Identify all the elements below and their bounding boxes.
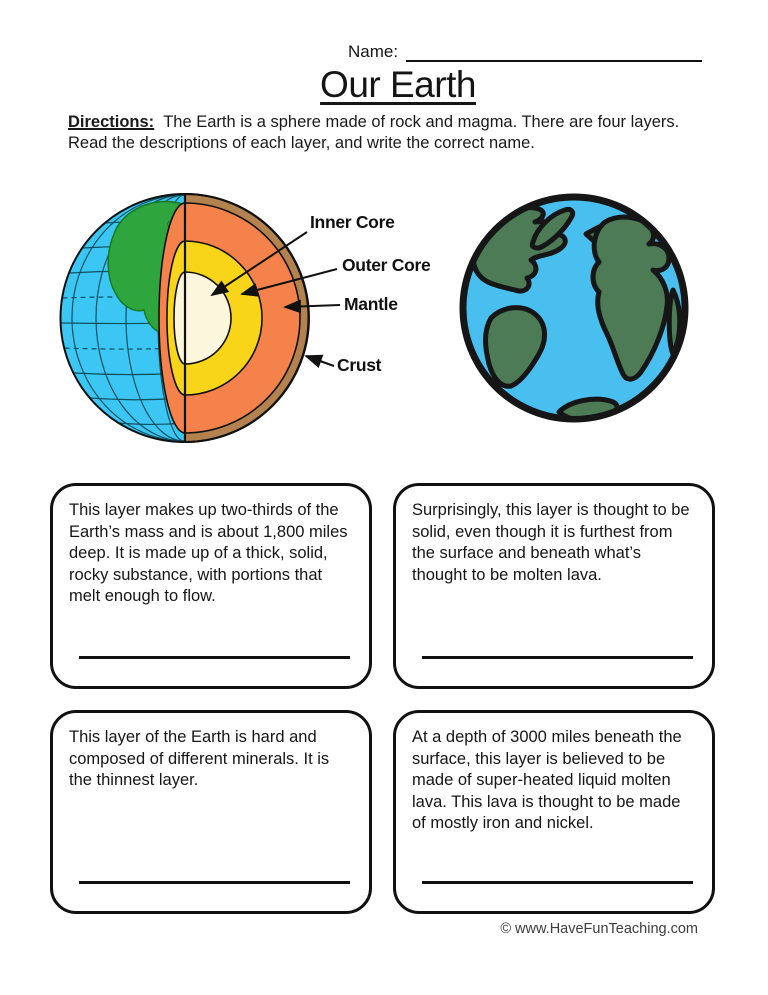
question-card-outer-core <box>393 710 715 914</box>
outer-core-label: Outer Core <box>342 255 431 275</box>
page-title <box>14 64 768 106</box>
question-text: At a depth of 3000 miles beneath the surface, this layer is believed to be made of super-heated liquid molten lava. This lava is thought to be made of mostly iron and nickel. <box>412 728 682 833</box>
question-card-crust <box>50 710 372 914</box>
earth-layers-diagram <box>40 182 460 462</box>
crust-arrow <box>306 356 334 366</box>
name-input-line[interactable] <box>406 42 702 62</box>
question-text: Surprisingly, this layer is thought to be solid, even though it is furthest from the surface and beneath what’s thought to be molten lava. <box>412 501 690 584</box>
footer-copyright: © www.HaveFunTeaching.com <box>500 921 698 937</box>
question-card-mantle <box>50 483 372 689</box>
directions <box>68 112 700 154</box>
question-text: This layer makes up two-thirds of the Earth’s mass and is about 1,800 miles deep. It is made up of a thick, solid, rocky substance, with portions that melt enough to flow. <box>69 501 348 606</box>
answer-line[interactable] <box>422 881 693 884</box>
page-title-text: Our Earth <box>320 64 476 105</box>
answer-line[interactable] <box>422 656 693 659</box>
question-card-inner-core <box>393 483 715 689</box>
name-label: Name: <box>348 42 399 61</box>
name-row <box>348 42 702 62</box>
directions-label: Directions: <box>68 113 155 131</box>
cartoon-earth-globe <box>455 190 695 430</box>
mantle-label: Mantle <box>344 294 398 314</box>
inner-core-label: Inner Core <box>310 212 395 232</box>
answer-line[interactable] <box>79 881 350 884</box>
crust-label: Crust <box>337 355 382 375</box>
directions-text: The Earth is a sphere made of rock and magma. There are four layers. Read the descriptions of each layer, and write the correct name. <box>68 113 680 152</box>
question-text: This layer of the Earth is hard and composed of different minerals. It is the thinnest layer. <box>69 728 330 790</box>
answer-line[interactable] <box>79 656 350 659</box>
